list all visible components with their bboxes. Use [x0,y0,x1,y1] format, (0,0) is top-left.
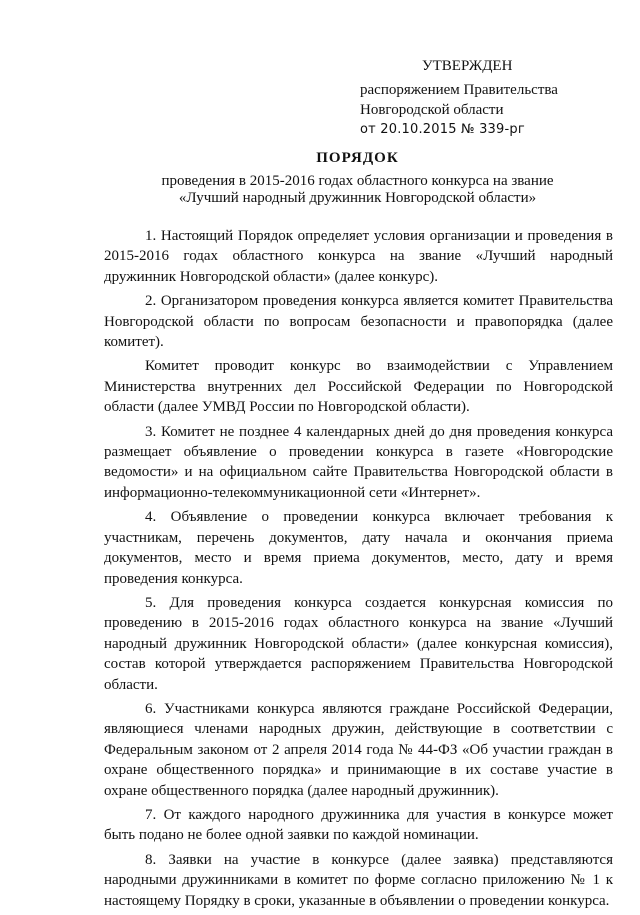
paragraph-2: 2. Организатором проведения конкурса является комитет Правительства Новгородской области по вопросам безопасности и правопорядка (далее комитет). [104,293,613,351]
paragraph-5: 5. Для проведения конкурса создается конкурсная комиссия по проведению в 2015-2016 годах областного конкурса на звание «Лучший народный дружинник Новгородской области» (далее конкурсная комиссия), состав которой утверждается распоряжением Правительства Новгородской области. [104,594,613,693]
paragraph-3: 3. Комитет не позднее 4 календарных дней до дня проведения конкурса размещает объявление о проведении конкурса в газете «Новгородские ведомости» и на официальном сайте Правительства Новгородской области в информационно-телекоммуникационной сети «Интернет». [104,423,613,501]
paragraph-6: 6. Участниками конкурса являются граждане Российской Федерации, являющиеся членами народных дружин, действующие в соответствии с Федеральным законом от 2 апреля 2014 года № 44-ФЗ «Об участии граждан в охране общественного порядка» и принимающие в их составе участие в охране общественного порядка (далее народный дружинник). [104,700,613,799]
paragraph-4: 4. Объявление о проведении конкурса включает требования к участникам, перечень документов, дату начала и окончания приема документов, место и время приема документов, место, дату и время проведения конкурса. [104,509,613,587]
paragraph-7: 7. От каждого народного дружинника для участия в конкурсе может быть подано не более одной заявки по каждой номинации. [104,806,613,844]
document-subtitle-line-1: проведения в 2015-2016 годах областного конкурса на звание [161,173,554,189]
document-title: ПОРЯДОК [316,150,399,166]
approval-date-line: от 20.10.2015 № 339-рг [360,122,525,137]
document-body [104,226,613,915]
document-subtitle [0,173,640,207]
approval-stamp [360,56,558,140]
paragraph-1: 1. Настоящий Порядок определяет условия организации и проведения в 2015-2016 годах областного конкурса на звание «Лучший народный дружинник Новгородской области» (далее конкурс). [104,228,613,285]
paragraph-8: 8. Заявки на участие в конкурсе (далее заявка) представляются народными дружинниками в комитет по форме согласно приложению № 1 к настоящему Порядку в сроки, указанные в объявлении о проведении конкурса. [104,851,613,909]
approval-line-1: распоряжением Правительства [360,82,558,98]
paragraph-2-continued: Комитет проводит конкурс во взаимодействии с Управлением Министерства внутренних дел Российской Федерации по Новгородской области (далее УМВД России по Новгородской области). [104,358,613,416]
approval-title: УТВЕРЖДЕН [422,58,513,74]
approval-line-2: Новгородской области [360,102,504,118]
document-subtitle-line-2: «Лучший народный дружинник Новгородской области» [178,190,537,206]
